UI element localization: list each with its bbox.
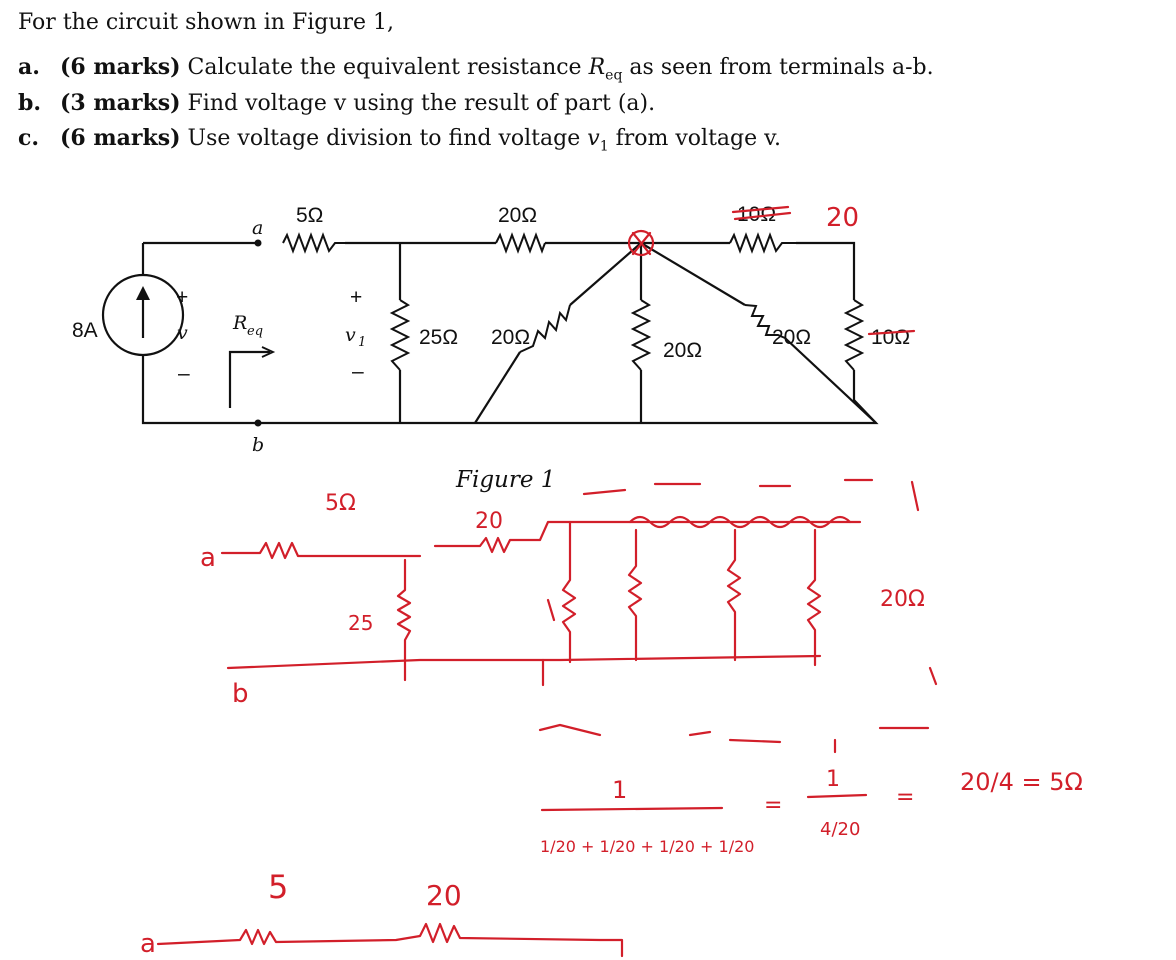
r25-label: 25Ω (419, 326, 459, 349)
note-a: a (200, 543, 216, 573)
equals-2: = (896, 785, 915, 810)
question-c-sub: 1 (599, 138, 609, 155)
wire-diag2-bottom (785, 338, 876, 423)
sketch-r2 (629, 530, 641, 660)
r20-mid-label: 20Ω (663, 339, 703, 362)
stray-strokes (540, 480, 936, 752)
question-a-marks: (6 marks) (60, 54, 181, 80)
fraction-denominator: 4/20 (820, 819, 861, 840)
figure-caption: Figure 1 (456, 467, 556, 493)
note-top-20: 20 (826, 203, 860, 233)
sketch-bottom-wire (228, 656, 820, 668)
v-minus: – (178, 362, 190, 385)
sketch-r3 (728, 530, 740, 660)
req-sub: eq (247, 324, 264, 339)
terminal-a-dot (255, 240, 262, 247)
question-c-text-after: from voltage v. (615, 126, 781, 151)
note-20-ohm: 20Ω (880, 587, 925, 612)
fraction-numerator: 1 (826, 767, 840, 792)
terminal-b-dot (255, 420, 262, 427)
resistor-10-right (846, 300, 862, 370)
question-c-letter: c. (18, 125, 40, 151)
note-b: b (232, 679, 249, 709)
wire-diag2-top (641, 243, 745, 305)
note-20: 20 (475, 509, 503, 534)
arrow-up-icon (136, 286, 150, 300)
sketch-r1 (563, 522, 575, 662)
v1-sub: 1 (358, 335, 367, 350)
wire-diag1-bottom (475, 352, 520, 423)
v-label: v (177, 322, 188, 344)
circuit-diagram (72, 203, 914, 493)
r20-diag1-label: 20Ω (491, 326, 531, 349)
final-20: 20 (426, 879, 462, 912)
question-c-text: Use voltage division to find voltage (187, 126, 581, 151)
final-5: 5 (268, 868, 289, 906)
resistor-20-mid (633, 300, 649, 370)
question-a-letter: a. (18, 54, 40, 80)
v1-minus: – (352, 360, 364, 383)
resistor-10-top (730, 235, 796, 251)
question-b-letter: b. (18, 90, 42, 116)
question-a-sub: eq (605, 67, 623, 84)
r5-label: 5Ω (296, 204, 324, 227)
sketch-top-wire-left (222, 543, 420, 558)
question-a-text-after: as seen from terminals a-b. (629, 55, 934, 80)
resistor-25 (392, 300, 408, 370)
formula-numerator: 1 (612, 776, 628, 804)
question-a-text: Calculate the equivalent resistance (187, 55, 582, 80)
handwritten-notes (140, 203, 1083, 959)
terminal-b-label: b (252, 434, 265, 456)
v1-label: v (345, 324, 356, 346)
req-label: R (233, 312, 248, 334)
req-arrow (230, 352, 270, 408)
question-c-symbol: v (587, 126, 600, 151)
formula-bar (542, 808, 722, 810)
fraction-bar (808, 795, 866, 797)
sketch-r4 (808, 530, 820, 665)
question-c-marks: (6 marks) (60, 125, 181, 151)
question-a-symbol: R (588, 55, 606, 80)
r10-top-label: 10Ω (737, 203, 777, 226)
note-25: 25 (348, 611, 374, 635)
formula-denominator: 1/20 + 1/20 + 1/20 + 1/20 (540, 837, 755, 856)
source-label: 8A (72, 319, 98, 342)
final-circuit-wire (158, 924, 622, 956)
resistor-5 (283, 235, 345, 251)
final-a: a (140, 929, 156, 959)
note-5-ohm: 5Ω (325, 491, 356, 516)
result: 20/4 = 5Ω (960, 768, 1083, 796)
resistor-20-top (496, 235, 545, 251)
question-b-text: Find voltage v using the result of part (a). (187, 91, 656, 116)
terminal-a-label: a (252, 217, 264, 239)
r10-right-label: 10Ω (871, 326, 911, 349)
v1-plus: + (350, 286, 363, 309)
wire-diag1-top (570, 243, 641, 305)
v-plus: + (176, 286, 189, 309)
equals-1: = (764, 793, 783, 818)
intro-text: For the circuit shown in Figure 1, (18, 10, 395, 35)
r20-diag2-label: 20Ω (772, 326, 812, 349)
r20-top-label: 20Ω (498, 204, 538, 227)
sketch-r25 (398, 560, 410, 680)
question-b-marks: (3 marks) (60, 90, 181, 116)
